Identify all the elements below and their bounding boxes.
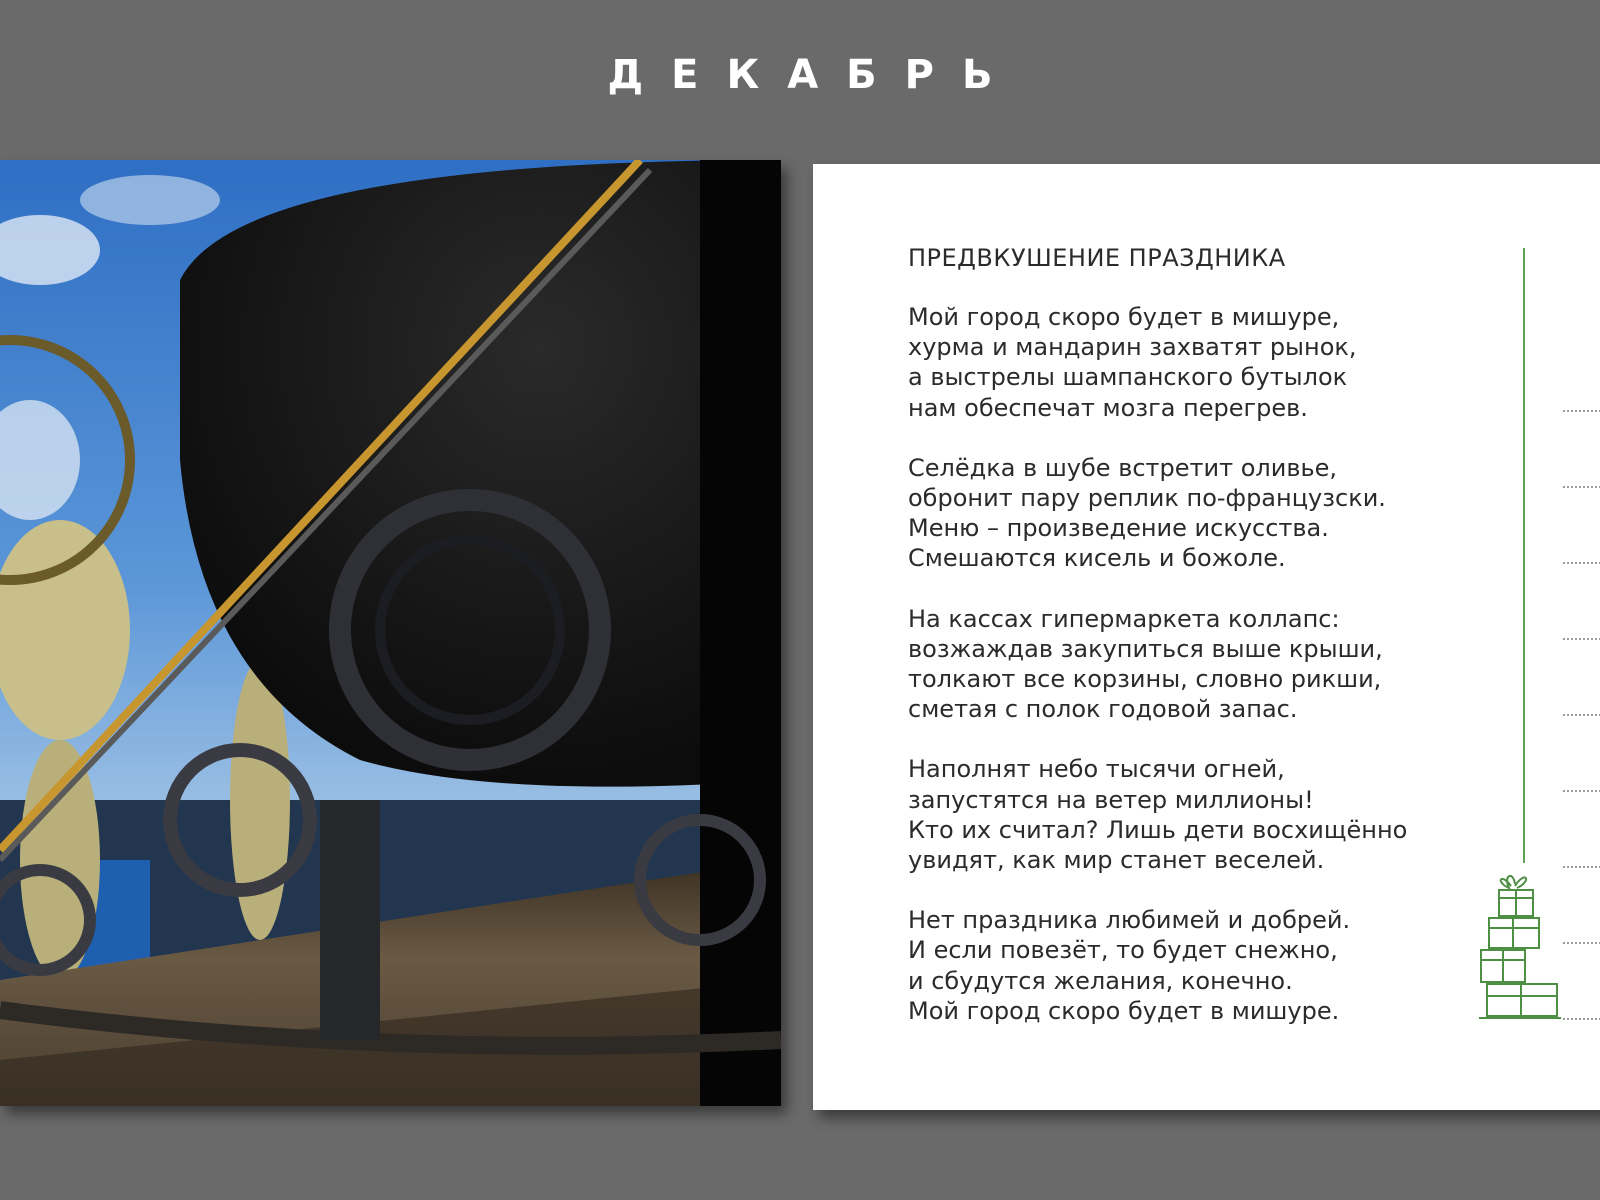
notes-line — [1563, 638, 1600, 640]
poem-body — [908, 302, 1508, 1056]
poem-line: Меню – произведение искусства. — [908, 514, 1329, 543]
poem-line: Смешаются кисель и божоле. — [908, 544, 1286, 573]
notes-line — [1563, 866, 1600, 868]
poem-line: увидят, как мир станет веселей. — [908, 846, 1325, 875]
notes-line — [1563, 1018, 1600, 1020]
month-title: ДЕКАБРЬ — [607, 52, 1021, 98]
poem-line: обронит пару реплик по-французски. — [908, 484, 1386, 513]
poem-line: Нет праздника любимей и добрей. — [908, 906, 1351, 935]
stanza — [908, 604, 1508, 725]
stanza — [908, 302, 1508, 423]
notes-line — [1563, 942, 1600, 944]
notes-line — [1563, 486, 1600, 488]
poem-card — [813, 164, 1600, 1110]
vertical-divider — [1523, 248, 1525, 863]
notes-line — [1563, 562, 1600, 564]
poem-title: ПРЕДВКУШЕНИЕ ПРАЗДНИКА — [908, 244, 1286, 272]
poem-line: На кассах гипермаркета коллапс: — [908, 604, 1340, 633]
notes-line — [1563, 410, 1600, 412]
poem-line: Селёдка в шубе встретит оливье, — [908, 453, 1337, 482]
poem-line: возжаждав закупиться выше крыши, — [908, 634, 1383, 663]
photo — [0, 160, 781, 1106]
poem-line: Наполнят небо тысячи огней, — [908, 755, 1285, 784]
poem-line: нам обеспечат мозга перегрев. — [908, 393, 1308, 422]
poem-line: И если повезёт, то будет снежно, — [908, 936, 1338, 965]
poem-line: хурма и мандарин захватят рынок, — [908, 333, 1357, 362]
poem-line: толкают все корзины, словно рикши, — [908, 665, 1382, 694]
stanza — [908, 905, 1508, 1026]
poem-line: и сбудутся желания, конечно. — [908, 966, 1293, 995]
poem-line: сметая с полок годовой запас. — [908, 695, 1298, 724]
notes-line — [1563, 714, 1600, 716]
poem-line: Мой город скоро будет в мишуре. — [908, 996, 1340, 1025]
poem-line: запустятся на ветер миллионы! — [908, 785, 1314, 814]
poem-line: Кто их считал? Лишь дети восхищённо — [908, 815, 1408, 844]
stanza — [908, 453, 1508, 574]
poem-line: Мой город скоро будет в мишуре, — [908, 303, 1340, 331]
poem-line: а выстрелы шампанского бутылок — [908, 363, 1348, 392]
notes-line — [1563, 790, 1600, 792]
stanza — [908, 754, 1508, 875]
gift-boxes-icon — [1473, 864, 1563, 1024]
sleigh-photo-illustration — [0, 160, 781, 1106]
